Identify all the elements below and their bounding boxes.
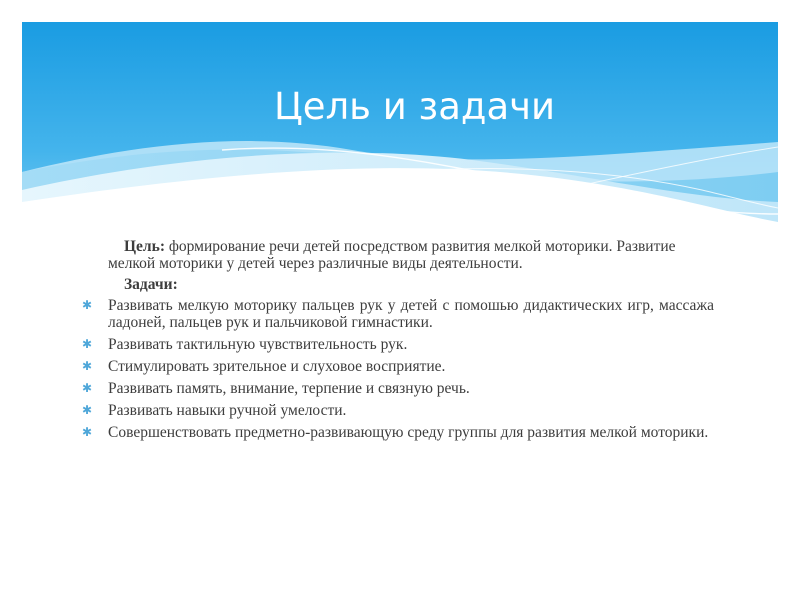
asterisk-bullet-icon: ✱ xyxy=(82,337,93,351)
header-banner xyxy=(22,22,778,237)
task-text: Развивать навыки ручной умелости. xyxy=(108,402,347,419)
task-text: Развивать память, внимание, терпение и связную речь. xyxy=(108,380,470,397)
task-text: Стимулировать зрительное и слуховое восприятие. xyxy=(108,358,446,375)
asterisk-bullet-icon: ✱ xyxy=(82,425,93,439)
asterisk-bullet-icon: ✱ xyxy=(82,381,93,395)
asterisk-bullet-icon: ✱ xyxy=(82,359,93,373)
asterisk-bullet-icon: ✱ xyxy=(82,403,93,417)
list-item xyxy=(80,402,714,419)
list-item xyxy=(80,297,714,331)
asterisk-bullet-icon: ✱ xyxy=(82,298,93,312)
list-item xyxy=(80,380,714,397)
tasks-heading xyxy=(80,276,714,293)
task-list xyxy=(80,297,714,441)
list-item xyxy=(80,358,714,375)
list-item xyxy=(80,336,714,353)
slide-body xyxy=(80,238,714,446)
slide-title: Цель и задачи xyxy=(274,85,556,128)
goal-text: формирование речи детей посредством развития мелкой моторики. Развитие мелкой моторики у детей через различные виды деятельности. xyxy=(108,238,676,272)
task-text: Развивать мелкую моторику пальцев рук у детей с помошью дидактических игр, массажа ладоней, пальцев рук и пальчиковой гимнастики. xyxy=(108,297,714,331)
sky-wave-graphic xyxy=(22,22,778,237)
list-item xyxy=(80,424,714,441)
tasks-label: Задачи: xyxy=(124,276,178,293)
task-text: Совершенствовать предметно-развивающую среду группы для развития мелкой моторики. xyxy=(108,424,709,441)
task-text: Развивать тактильную чувствительность рук. xyxy=(108,336,408,353)
goal-label: Цель: xyxy=(124,238,165,255)
goal-paragraph xyxy=(80,238,714,272)
